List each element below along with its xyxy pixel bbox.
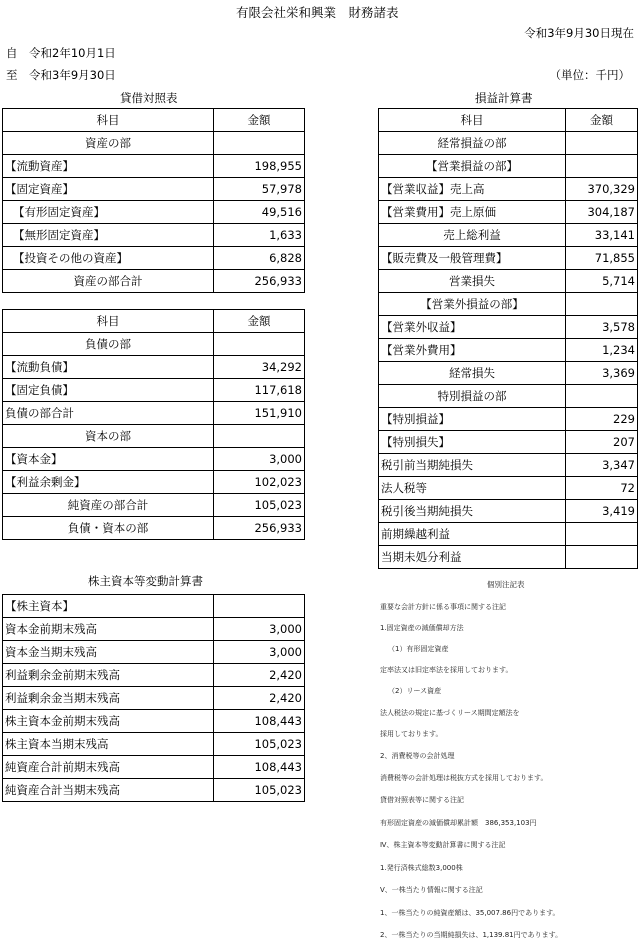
table-row: 特別損益の部 — [379, 385, 638, 408]
table-row: 経常損益の部 — [379, 132, 638, 155]
period-from: 自 令和2年10月1日 — [6, 46, 116, 60]
table-row: 【流動負債】 34,292 — [3, 356, 305, 379]
note-line: 2、一株当たりの当期純損失は、1,139.81円であります。 — [380, 931, 563, 939]
note-line: 重要な会計方針に係る事項に関する注記 — [380, 603, 506, 611]
table-row: 【販売費及一般管理費】 71,855 — [379, 247, 638, 270]
note-line: Ⅳ、株主資本等変動計算書に関する注記 — [380, 841, 506, 849]
table-header-row — [3, 109, 305, 132]
table-row: 資産の部 — [3, 132, 305, 155]
document-title: 有限会社栄和興業 財務諸表 — [236, 5, 399, 20]
table-row: 【流動資産】 198,955 — [3, 155, 305, 178]
note-line: 1、一株当たりの純資産額は、35,007.86円であります。 — [380, 909, 560, 917]
table-row: 【利益余剰金】 102,023 — [3, 471, 305, 494]
header-amount: 金額 — [214, 109, 305, 132]
table-row: 経常損失 3,369 — [379, 362, 638, 385]
table-row: 【固定負債】 117,618 — [3, 379, 305, 402]
period-to: 至 令和3年9月30日 — [6, 68, 116, 82]
table-row: 負債の部 — [3, 333, 305, 356]
as-of-date: 令和3年9月30日現在 — [524, 26, 634, 40]
table-row: 売上総利益 33,141 — [379, 224, 638, 247]
table-row: 資本の部 — [3, 425, 305, 448]
table-row: 【営業外収益】 3,578 — [379, 316, 638, 339]
table-row: 株主資本金前期末残高 108,443 — [3, 710, 305, 733]
table-header-row — [3, 310, 305, 333]
unit-label: （単位：千円） — [549, 68, 630, 82]
table-row: 税引前当期純損失 3,347 — [379, 454, 638, 477]
header-item: 科目 — [3, 310, 214, 333]
header-item: 科目 — [3, 109, 214, 132]
note-line: Ⅴ、一株当たり情報に関する注記 — [380, 886, 483, 894]
table-row: 【営業収益】売上高 370,329 — [379, 178, 638, 201]
table-row: 資産の部合計 256,933 — [3, 270, 305, 293]
table-header-row — [379, 109, 638, 132]
note-line: 1.発行済株式総数3,000株 — [380, 864, 463, 872]
note-line: 有形固定資産の減価償却累計額 386,353,103円 — [380, 819, 537, 827]
table-row: 負債の部合計 151,910 — [3, 402, 305, 425]
table-row: 【無形固定資産】 1,633 — [3, 224, 305, 247]
table-row: 営業損失 5,714 — [379, 270, 638, 293]
note-line: （1）有形固定資産 — [388, 645, 449, 653]
table-row: 【株主資本】 — [3, 595, 305, 618]
balance-sheet-assets-table — [2, 108, 305, 293]
note-line: 法人税法の規定に基づくリース期間定額法を — [380, 709, 520, 717]
note-line: 定率法又は旧定率法を採用しております。 — [380, 666, 513, 674]
note-line: 1.固定資産の減価償却方法 — [380, 624, 464, 632]
table-row: 【営業費用】売上原価 304,187 — [379, 201, 638, 224]
table-row: 税引後当期純損失 3,419 — [379, 500, 638, 523]
table-row: 純資産の部合計 105,023 — [3, 494, 305, 517]
table-row: 【有形固定資産】 49,516 — [3, 201, 305, 224]
table-row: 【特別損失】 207 — [379, 431, 638, 454]
header-amount: 金額 — [214, 310, 305, 333]
header-item: 科目 — [379, 109, 566, 132]
table-row: 【投資その他の資産】 6,828 — [3, 247, 305, 270]
note-line: 貸借対照表等に関する注記 — [380, 796, 464, 804]
table-row: 利益剰余金前期末残高 2,420 — [3, 664, 305, 687]
table-row: 資本金前期末残高 3,000 — [3, 618, 305, 641]
income-statement-table — [378, 108, 638, 569]
table-row: 【資本金】 3,000 — [3, 448, 305, 471]
notes-section — [380, 602, 638, 942]
notes-title: 個別注記表 — [487, 580, 525, 589]
note-line: 2、消費税等の会計処理 — [380, 752, 455, 760]
table-row: 純資産合計前期末残高 108,443 — [3, 756, 305, 779]
balance-sheet-title: 貸借対照表 — [120, 91, 178, 105]
equity-statement-title: 株主資本等変動計算書 — [88, 574, 203, 588]
table-row: 【特別損益】 229 — [379, 408, 638, 431]
note-line: 消費税等の会計処理は税抜方式を採用しております。 — [380, 774, 548, 782]
income-statement-title: 損益計算書 — [475, 91, 533, 105]
table-row: 当期未処分利益 — [379, 546, 638, 569]
table-row: 前期繰越利益 — [379, 523, 638, 546]
balance-sheet-liabilities-table — [2, 309, 305, 540]
table-row: 純資産合計当期末残高 105,023 — [3, 779, 305, 802]
table-row: 法人税等 72 — [379, 477, 638, 500]
table-row: 負債・資本の部 256,933 — [3, 517, 305, 540]
table-row: 株主資本当期末残高 105,023 — [3, 733, 305, 756]
table-row: 【営業損益の部】 — [379, 155, 638, 178]
equity-statement-table — [2, 594, 305, 802]
note-line: （2）リース資産 — [388, 687, 442, 695]
table-row: 資本金当期末残高 3,000 — [3, 641, 305, 664]
header-amount: 金額 — [566, 109, 638, 132]
table-row: 【営業外損益の部】 — [379, 293, 638, 316]
table-row: 利益剰余金当期末残高 2,420 — [3, 687, 305, 710]
table-row: 【営業外費用】 1,234 — [379, 339, 638, 362]
note-line: 採用しております。 — [380, 730, 443, 738]
table-row: 【固定資産】 57,978 — [3, 178, 305, 201]
